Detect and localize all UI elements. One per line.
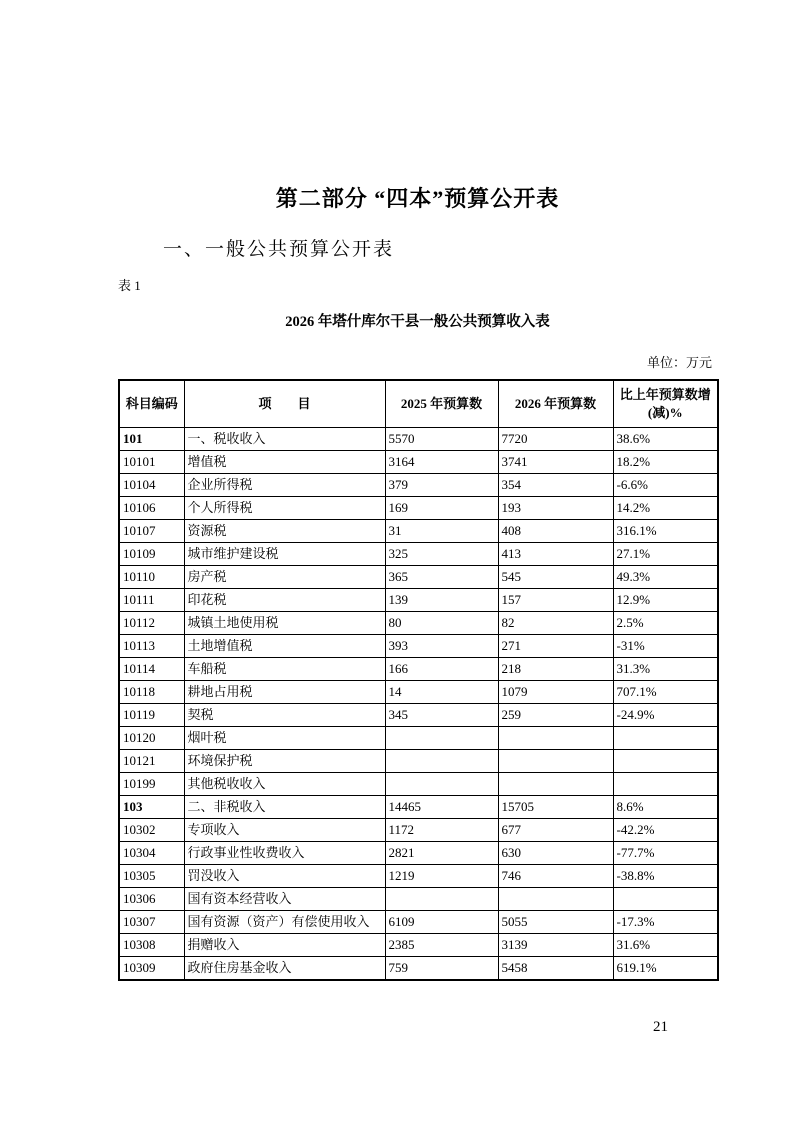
table-row: [119, 589, 718, 612]
table-body: [119, 428, 718, 981]
cell-budget-2026: 7720: [498, 428, 613, 451]
table-row: [119, 773, 718, 796]
table-row: [119, 842, 718, 865]
cell-change-pct: 49.3%: [613, 566, 718, 589]
cell-budget-2025: 6109: [385, 911, 498, 934]
cell-subject-code: 103: [119, 796, 184, 819]
cell-budget-2026: 5055: [498, 911, 613, 934]
cell-budget-2026: [498, 888, 613, 911]
table-row: [119, 612, 718, 635]
cell-subject-code: 10107: [119, 520, 184, 543]
table-row: [119, 796, 718, 819]
cell-subject-code: 10308: [119, 934, 184, 957]
cell-budget-2025: 5570: [385, 428, 498, 451]
cell-budget-2025: [385, 888, 498, 911]
cell-subject-code: 10112: [119, 612, 184, 635]
cell-budget-2025: [385, 773, 498, 796]
cell-budget-2025: 14: [385, 681, 498, 704]
cell-subject-code: 10307: [119, 911, 184, 934]
cell-item: 车船税: [184, 658, 385, 681]
cell-budget-2025: 139: [385, 589, 498, 612]
cell-budget-2025: 759: [385, 957, 498, 981]
page-content: [118, 0, 717, 981]
cell-item: 增值税: [184, 451, 385, 474]
cell-subject-code: 10118: [119, 681, 184, 704]
table-row: [119, 957, 718, 981]
cell-change-pct: 18.2%: [613, 451, 718, 474]
cell-budget-2025: 166: [385, 658, 498, 681]
cell-budget-2025: 31: [385, 520, 498, 543]
cell-change-pct: -38.8%: [613, 865, 718, 888]
budget-revenue-table: [118, 379, 719, 981]
cell-change-pct: 8.6%: [613, 796, 718, 819]
cell-item: 政府住房基金收入: [184, 957, 385, 981]
cell-change-pct: 12.9%: [613, 589, 718, 612]
cell-item: 行政事业性收费收入: [184, 842, 385, 865]
cell-change-pct: 31.6%: [613, 934, 718, 957]
cell-change-pct: -42.2%: [613, 819, 718, 842]
cell-item: 城镇土地使用税: [184, 612, 385, 635]
cell-change-pct: 27.1%: [613, 543, 718, 566]
cell-item: 房产税: [184, 566, 385, 589]
cell-budget-2025: 379: [385, 474, 498, 497]
cell-budget-2026: 259: [498, 704, 613, 727]
cell-budget-2025: 14465: [385, 796, 498, 819]
table-row: [119, 750, 718, 773]
table-header-row: [119, 380, 718, 428]
table-row: [119, 428, 718, 451]
table-row: [119, 681, 718, 704]
cell-budget-2026: 3741: [498, 451, 613, 474]
cell-subject-code: 10106: [119, 497, 184, 520]
cell-budget-2025: 2821: [385, 842, 498, 865]
cell-subject-code: 10121: [119, 750, 184, 773]
cell-change-pct: -77.7%: [613, 842, 718, 865]
cell-item: 耕地占用税: [184, 681, 385, 704]
cell-budget-2026: 193: [498, 497, 613, 520]
cell-budget-2026: 630: [498, 842, 613, 865]
section-heading: 一、一般公共预算公开表: [163, 239, 395, 260]
page-number: 21: [653, 1019, 668, 1035]
table-row: [119, 865, 718, 888]
cell-change-pct: [613, 773, 718, 796]
cell-budget-2025: 2385: [385, 934, 498, 957]
table-row: [119, 727, 718, 750]
cell-budget-2025: 345: [385, 704, 498, 727]
cell-subject-code: 10119: [119, 704, 184, 727]
unit-note: 单位：万元: [646, 355, 712, 370]
cell-change-pct: -24.9%: [613, 704, 718, 727]
cell-change-pct: 14.2%: [613, 497, 718, 520]
cell-budget-2026: 218: [498, 658, 613, 681]
cell-change-pct: [613, 727, 718, 750]
cell-subject-code: 10104: [119, 474, 184, 497]
table-row: [119, 497, 718, 520]
table-row: [119, 451, 718, 474]
cell-budget-2026: 677: [498, 819, 613, 842]
table-row: [119, 566, 718, 589]
cell-subject-code: 101: [119, 428, 184, 451]
cell-item: 资源税: [184, 520, 385, 543]
cell-subject-code: 10199: [119, 773, 184, 796]
cell-change-pct: 707.1%: [613, 681, 718, 704]
cell-item: 印花税: [184, 589, 385, 612]
header-budget-2026: 2026 年预算数: [498, 380, 613, 428]
cell-change-pct: 2.5%: [613, 612, 718, 635]
cell-budget-2026: 1079: [498, 681, 613, 704]
cell-item: 捐赠收入: [184, 934, 385, 957]
cell-item: 一、税收收入: [184, 428, 385, 451]
cell-change-pct: 38.6%: [613, 428, 718, 451]
cell-subject-code: 10110: [119, 566, 184, 589]
cell-subject-code: 10306: [119, 888, 184, 911]
cell-change-pct: [613, 750, 718, 773]
cell-budget-2026: 545: [498, 566, 613, 589]
table-row: [119, 934, 718, 957]
cell-item: 其他税收收入: [184, 773, 385, 796]
cell-budget-2026: 413: [498, 543, 613, 566]
header-subject-code: 科目编码: [119, 380, 184, 428]
header-change-pct: 比上年预算数增(减)%: [613, 380, 718, 428]
table-title: 2026 年塔什库尔干县一般公共预算收入表: [285, 314, 550, 330]
cell-budget-2025: [385, 727, 498, 750]
cell-budget-2026: 15705: [498, 796, 613, 819]
cell-budget-2026: [498, 750, 613, 773]
cell-budget-2025: 80: [385, 612, 498, 635]
cell-budget-2026: [498, 773, 613, 796]
table-row: [119, 520, 718, 543]
cell-change-pct: 619.1%: [613, 957, 718, 981]
cell-budget-2026: 271: [498, 635, 613, 658]
cell-budget-2026: 746: [498, 865, 613, 888]
table-row: [119, 911, 718, 934]
cell-change-pct: -17.3%: [613, 911, 718, 934]
cell-budget-2025: 365: [385, 566, 498, 589]
cell-budget-2025: 3164: [385, 451, 498, 474]
cell-budget-2026: 5458: [498, 957, 613, 981]
table-row: [119, 635, 718, 658]
table-label: 表 1: [118, 278, 141, 293]
cell-item: 专项收入: [184, 819, 385, 842]
cell-budget-2025: 325: [385, 543, 498, 566]
cell-item: 环境保护税: [184, 750, 385, 773]
cell-item: 烟叶税: [184, 727, 385, 750]
cell-subject-code: 10113: [119, 635, 184, 658]
cell-subject-code: 10302: [119, 819, 184, 842]
table-row: [119, 888, 718, 911]
cell-budget-2026: 408: [498, 520, 613, 543]
cell-budget-2026: [498, 727, 613, 750]
document-main-title: 第二部分 “四本”预算公开表: [275, 186, 560, 211]
cell-subject-code: 10111: [119, 589, 184, 612]
cell-budget-2026: 354: [498, 474, 613, 497]
cell-subject-code: 10101: [119, 451, 184, 474]
cell-budget-2025: 1219: [385, 865, 498, 888]
cell-subject-code: 10114: [119, 658, 184, 681]
cell-item: 二、非税收入: [184, 796, 385, 819]
cell-subject-code: 10109: [119, 543, 184, 566]
cell-item: 国有资源（资产）有偿使用收入: [184, 911, 385, 934]
cell-item: 罚没收入: [184, 865, 385, 888]
cell-subject-code: 10309: [119, 957, 184, 981]
table-row: [119, 704, 718, 727]
table-row: [119, 474, 718, 497]
cell-budget-2026: 157: [498, 589, 613, 612]
cell-item: 企业所得税: [184, 474, 385, 497]
cell-item: 城市维护建设税: [184, 543, 385, 566]
cell-item: 个人所得税: [184, 497, 385, 520]
cell-item: 契税: [184, 704, 385, 727]
cell-change-pct: -6.6%: [613, 474, 718, 497]
cell-item: 国有资本经营收入: [184, 888, 385, 911]
cell-subject-code: 10305: [119, 865, 184, 888]
table-row: [119, 658, 718, 681]
cell-change-pct: [613, 888, 718, 911]
cell-budget-2026: 82: [498, 612, 613, 635]
table-row: [119, 543, 718, 566]
header-budget-2025: 2025 年预算数: [385, 380, 498, 428]
cell-change-pct: 31.3%: [613, 658, 718, 681]
cell-budget-2025: [385, 750, 498, 773]
cell-budget-2025: 169: [385, 497, 498, 520]
cell-budget-2025: 1172: [385, 819, 498, 842]
cell-change-pct: 316.1%: [613, 520, 718, 543]
cell-change-pct: -31%: [613, 635, 718, 658]
table-row: [119, 819, 718, 842]
cell-budget-2025: 393: [385, 635, 498, 658]
cell-budget-2026: 3139: [498, 934, 613, 957]
header-item: 项 目: [184, 380, 385, 428]
cell-subject-code: 10120: [119, 727, 184, 750]
cell-subject-code: 10304: [119, 842, 184, 865]
cell-item: 土地增值税: [184, 635, 385, 658]
